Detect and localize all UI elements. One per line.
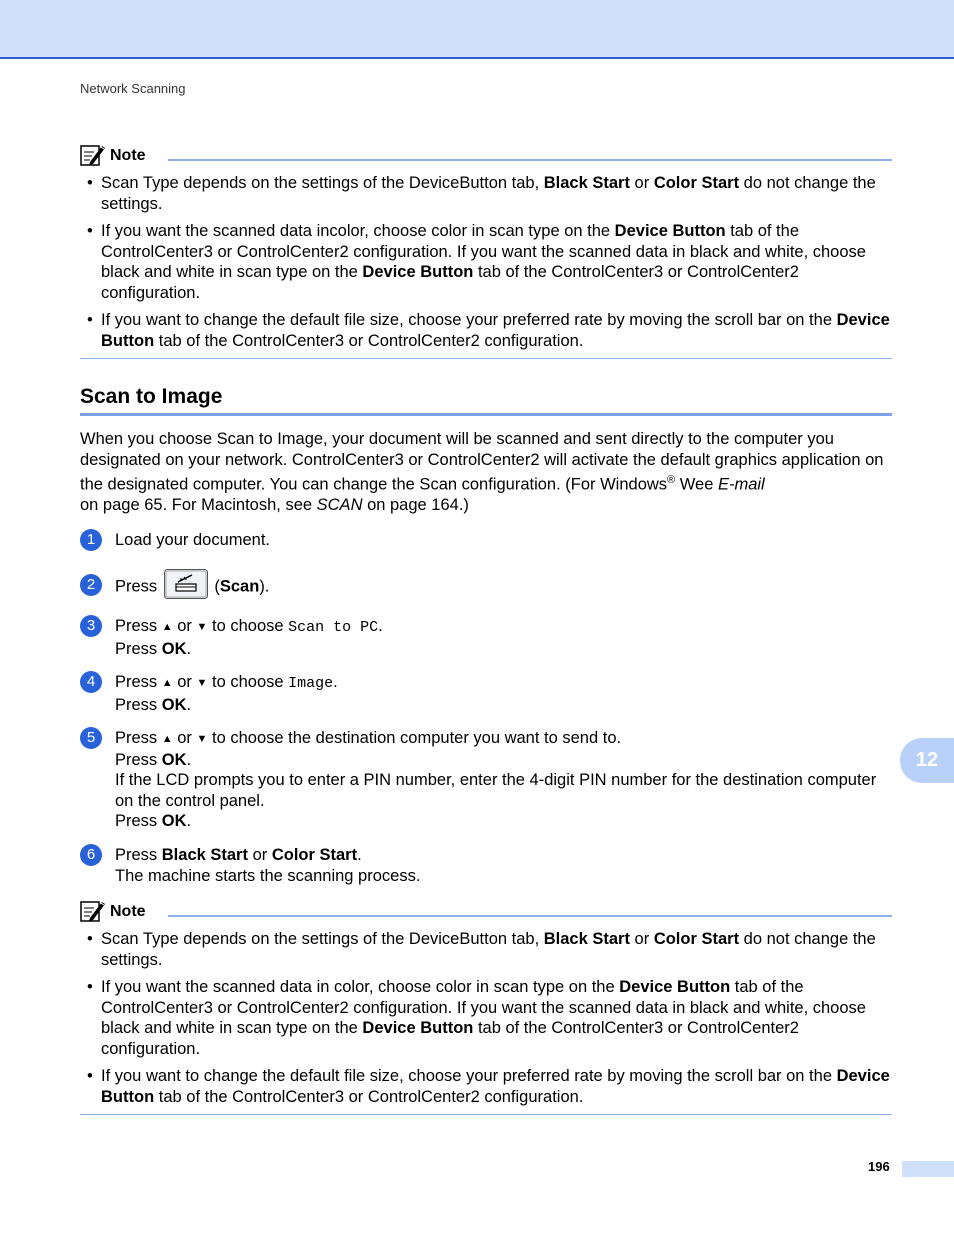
- step-number: 1: [80, 529, 102, 551]
- note-list: [80, 929, 892, 1107]
- note-pencil-icon: [80, 143, 106, 167]
- header-band: [0, 0, 954, 59]
- note-item: • If you want the scanned data in color, choose color in scan type on the Device Button tab of the ControlCenter3 or ControlCenter2 configuration. If you want the scanned data in black and white, choose black and white in scan type on the Device Button tab of the ControlCenter3 or ControlCenter2 configuration.: [80, 977, 892, 1059]
- note-pencil-icon: [80, 899, 106, 923]
- scan-button-icon[interactable]: [164, 569, 208, 599]
- step-number: 4: [80, 671, 102, 693]
- step-number: 3: [80, 615, 102, 637]
- note-bottom-rule: [80, 358, 892, 359]
- running-title: Network Scanning: [80, 81, 186, 96]
- up-arrow-icon: ▲: [161, 677, 173, 689]
- step-3: 3 Press ▲ or ▼ to choose Scan to PC. Press OK.: [80, 616, 892, 659]
- section-title: Scan to Image: [80, 385, 892, 416]
- step-2: 2 Press (Scan).: [80, 575, 892, 599]
- note-rule: [168, 159, 892, 161]
- note-item: • If you want the scanned data incolor, choose color in scan type on the Device Button tab of the ControlCenter3 or ControlCenter2 configuration. If you want the scanned data in black and white, choose black and white in scan type on the Device Button tab of the ControlCenter3 or ControlCenter2 configuration.: [80, 221, 892, 303]
- step-6: 6 Press Black Start or Color Start. The machine starts the scanning process.: [80, 845, 892, 886]
- step-number: 5: [80, 727, 102, 749]
- page-number: 196: [868, 1159, 890, 1174]
- note-header: [80, 143, 892, 173]
- chapter-tab: 12: [900, 738, 954, 783]
- note-title: Note: [110, 903, 146, 920]
- note-rule: [168, 915, 892, 917]
- down-arrow-icon: ▼: [196, 733, 208, 745]
- note-item: • Scan Type depends on the settings of the DeviceButton tab, Black Start or Color Start do not change the settings.: [80, 929, 892, 970]
- note-header: [80, 899, 892, 929]
- step-number: 2: [80, 574, 102, 596]
- note-item: • If you want to change the default file size, choose your preferred rate by moving the scroll bar on the Device Button tab of the ControlCenter3 or ControlCenter2 configuration.: [80, 310, 892, 351]
- step-4: 4 Press ▲ or ▼ to choose Image. Press OK.: [80, 672, 892, 715]
- up-arrow-icon: ▲: [161, 733, 173, 745]
- note-box: [80, 899, 892, 1115]
- up-arrow-icon: ▲: [161, 621, 173, 633]
- note-box: [80, 143, 892, 359]
- step-number: 6: [80, 844, 102, 866]
- note-item: • Scan Type depends on the settings of the DeviceButton tab, Black Start or Color Start do not change the settings.: [80, 173, 892, 214]
- note-item: • If you want to change the default file size, choose your preferred rate by moving the scroll bar on the Device Button tab of the ControlCenter3 or ControlCenter2 configuration.: [80, 1066, 892, 1107]
- down-arrow-icon: ▼: [196, 677, 208, 689]
- note-list: [80, 173, 892, 351]
- note-title: Note: [110, 147, 146, 164]
- note-bottom-rule: [80, 1114, 892, 1115]
- step-1: 1 Load your document.: [80, 530, 892, 551]
- down-arrow-icon: ▼: [196, 621, 208, 633]
- step-5: 5 Press ▲ or ▼ to choose the destination computer you want to send to. Press OK. If the LCD prompts you to enter a PIN number, enter the 4-digit PIN number for the destination computer on the control panel. Press OK.: [80, 728, 892, 832]
- page-number-tab: [902, 1161, 954, 1177]
- intro-paragraph: When you choose Scan to Image, your document will be scanned and sent directly to the computer you designated on your network. ControlCenter3 or ControlCenter2 will activate the default graphics application on the designated computer. You can change the Scan configuration. (For Windows® Wee E-mail on page 65. For Macintosh, see SCAN on page 164.): [80, 430, 884, 514]
